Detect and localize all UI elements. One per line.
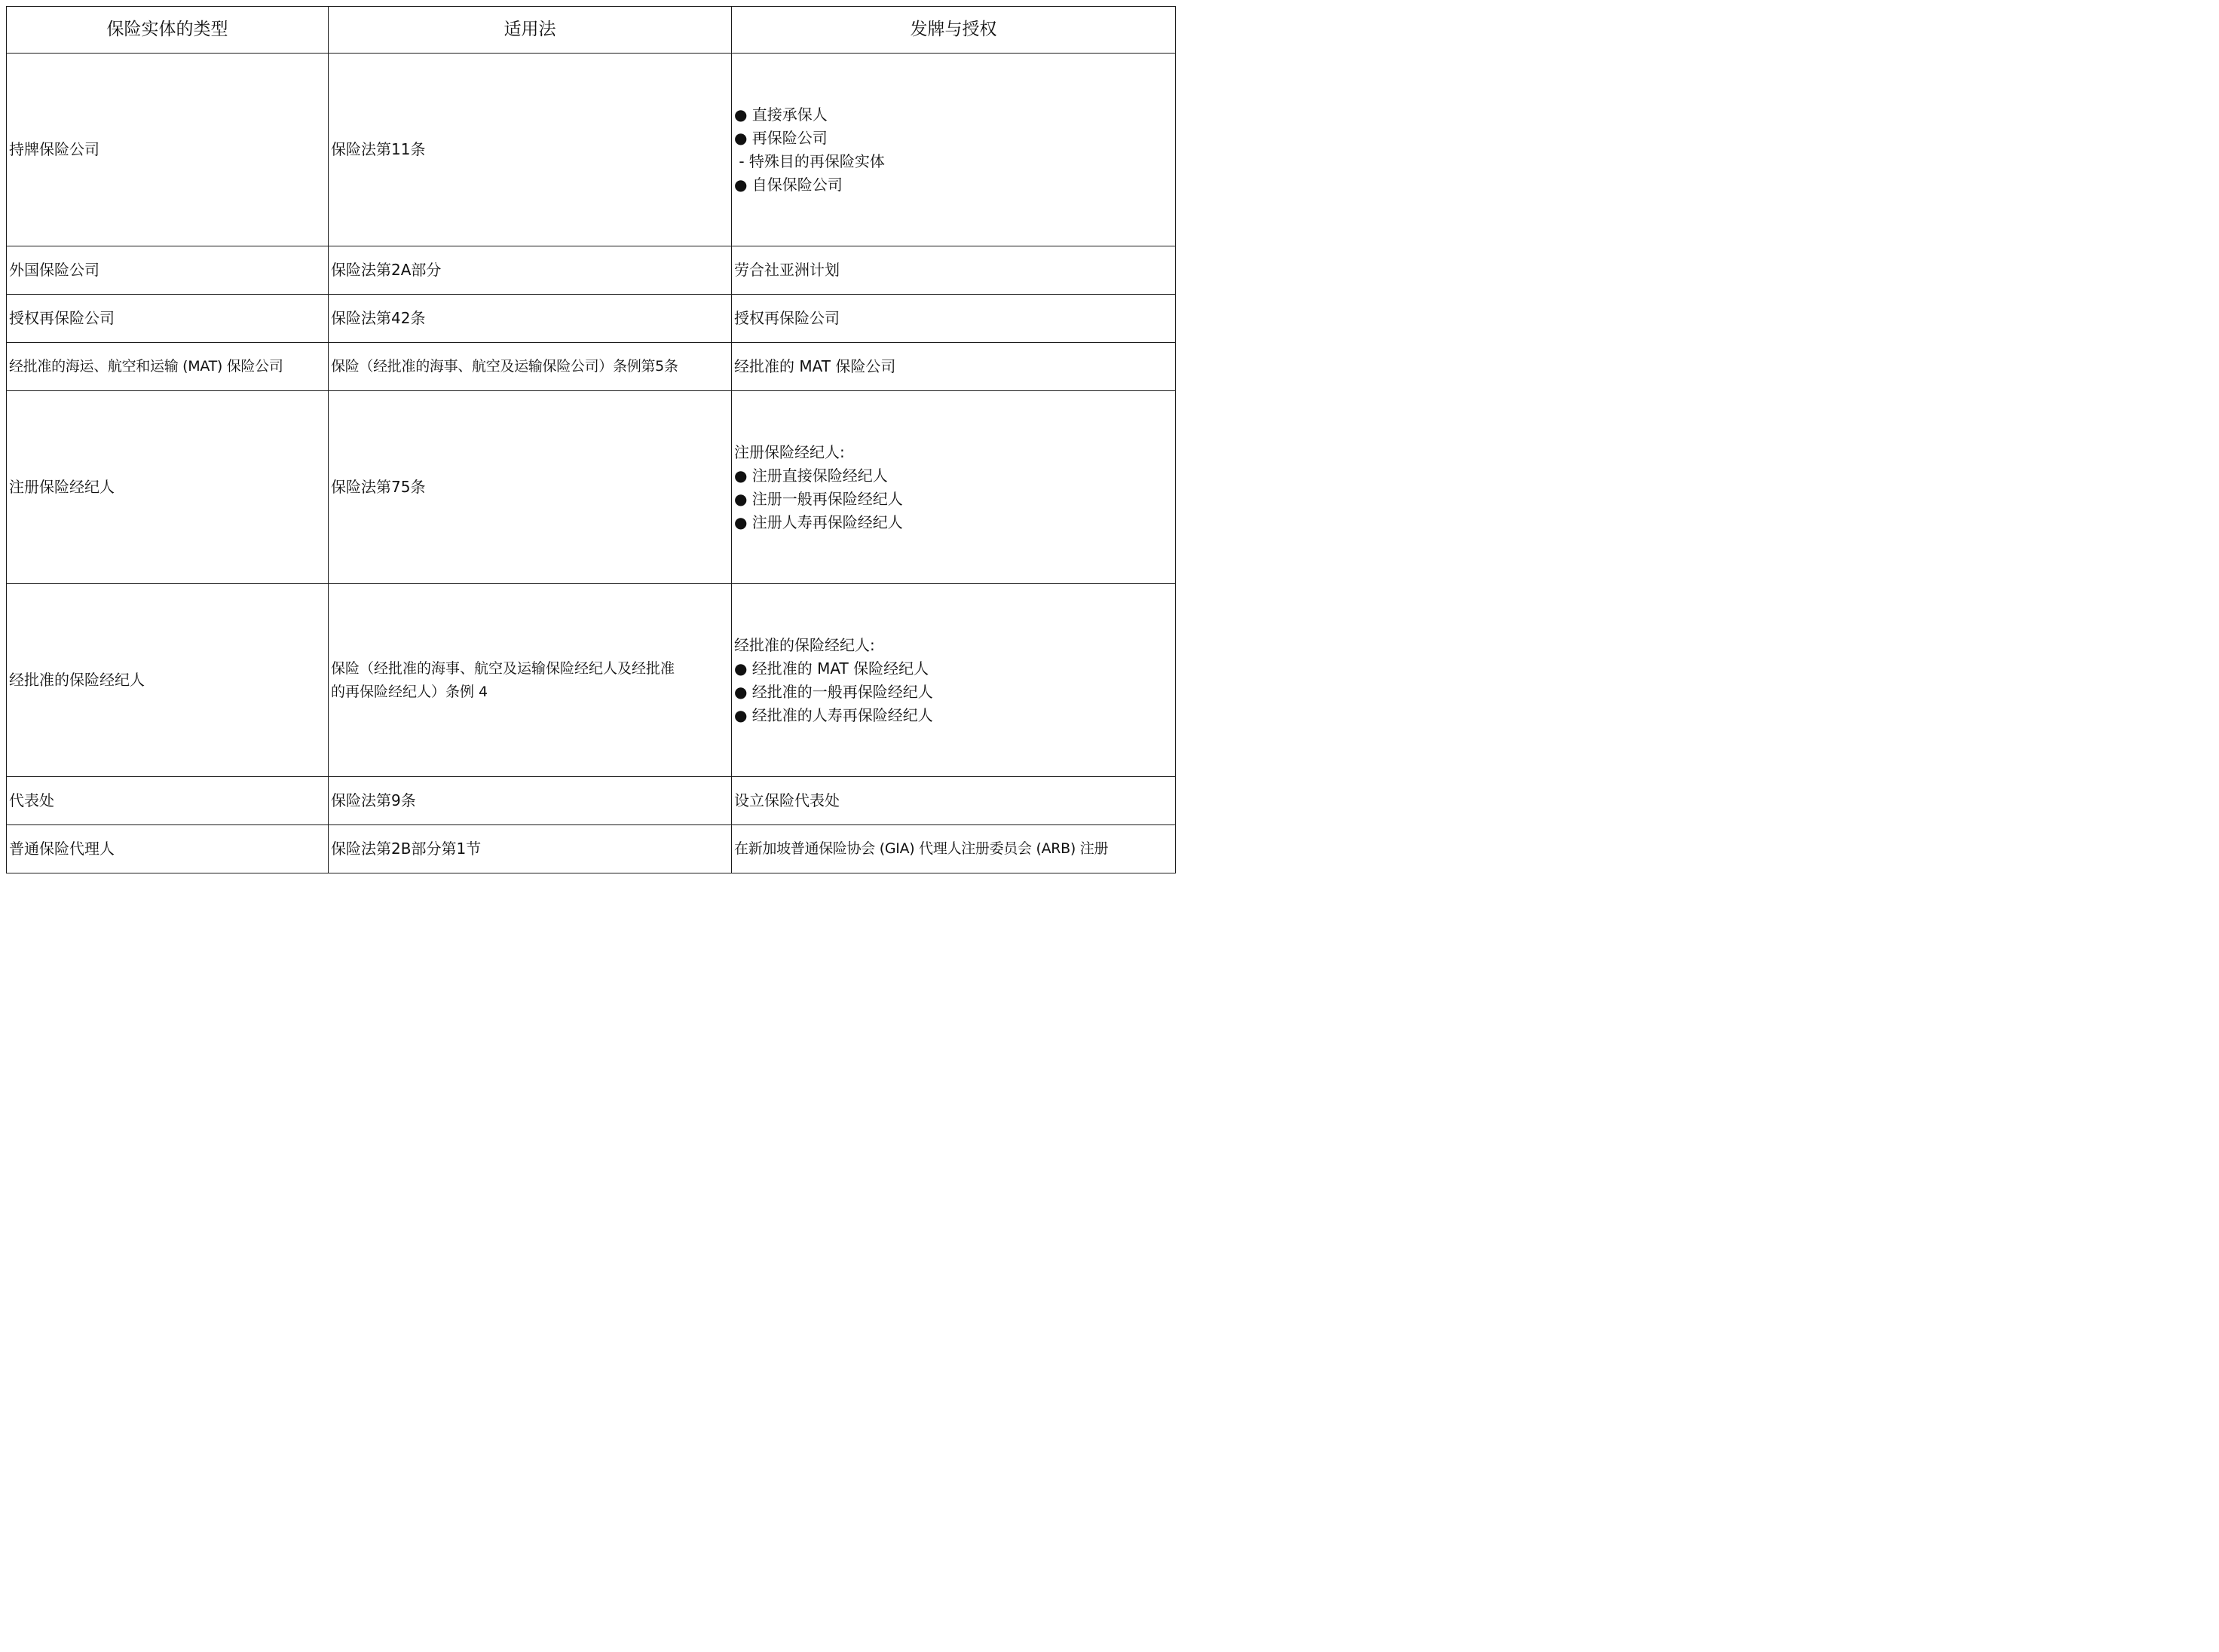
entity-type-cell: 授权再保险公司 <box>7 295 329 343</box>
license-line: ● 经批准的人寿再保险经纪人 <box>734 705 933 724</box>
header-applicable-law: 适用法 <box>329 7 732 54</box>
header-entity-type: 保险实体的类型 <box>7 7 329 54</box>
law-cell <box>329 343 732 391</box>
license-line: ● 自保保险公司 <box>734 175 843 194</box>
license-cell <box>732 54 1176 246</box>
license-line: 授权再保险公司 <box>734 309 840 327</box>
law-line: 保险法第42条 <box>331 309 426 327</box>
license-line: 劳合社亚洲计划 <box>734 261 840 279</box>
table-row <box>7 246 1176 295</box>
license-line: 经批准的 MAT 保险公司 <box>734 357 896 375</box>
entity-type-cell: 持牌保险公司 <box>7 54 329 246</box>
law-cell <box>329 391 732 584</box>
law-cell <box>329 295 732 343</box>
license-line: 注册保险经纪人: <box>734 442 845 461</box>
entity-type-cell: 注册保险经纪人 <box>7 391 329 584</box>
law-line: 保险法第9条 <box>331 791 416 809</box>
law-line: 保险法第11条 <box>331 140 426 158</box>
law-cell <box>329 777 732 825</box>
table-row <box>7 825 1176 873</box>
table-row <box>7 391 1176 584</box>
license-line: 在新加坡普通保险协会 (GIA) 代理人注册委员会 (ARB) 注册 <box>734 840 1109 857</box>
license-line: ● 再保险公司 <box>734 128 828 147</box>
license-line: ● 经批准的一般再保险经纪人 <box>734 682 933 701</box>
license-cell <box>732 391 1176 584</box>
license-cell <box>732 343 1176 391</box>
license-line: 经批准的保险经纪人: <box>734 635 875 654</box>
license-cell <box>732 584 1176 777</box>
entity-type-cell: 代表处 <box>7 777 329 825</box>
license-line: ● 经批准的 MAT 保险经纪人 <box>734 659 929 678</box>
header-licensing-authorization: 发牌与授权 <box>732 7 1176 54</box>
law-line: 保险法第2B部分第1节 <box>331 840 482 858</box>
entity-type-cell: 外国保险公司 <box>7 246 329 295</box>
law-cell <box>329 54 732 246</box>
license-line: ● 注册人寿再保险经纪人 <box>734 512 903 531</box>
law-line: 的再保险经纪人）条例 4 <box>331 683 488 700</box>
law-cell <box>329 584 732 777</box>
law-cell <box>329 825 732 873</box>
entity-type-cell: 经批准的保险经纪人 <box>7 584 329 777</box>
law-line: 保险法第75条 <box>331 478 426 496</box>
license-line: 设立保险代表处 <box>734 791 840 809</box>
law-line: 保险法第2A部分 <box>331 261 442 279</box>
law-line: 保险（经批准的海事、航空及运输保险公司）条例第5条 <box>331 358 678 375</box>
table-row <box>7 295 1176 343</box>
table-row <box>7 54 1176 246</box>
law-cell <box>329 246 732 295</box>
insurance-entity-table <box>6 6 1176 873</box>
table-row <box>7 343 1176 391</box>
entity-type-cell: 经批准的海运、航空和运输 (MAT) 保险公司 <box>7 343 329 391</box>
license-cell <box>732 246 1176 295</box>
license-cell <box>732 295 1176 343</box>
license-line: ● 注册一般再保险经纪人 <box>734 489 903 508</box>
table-row <box>7 584 1176 777</box>
license-cell <box>732 825 1176 873</box>
license-line: ● 直接承保人 <box>734 105 828 124</box>
law-line: 保险（经批准的海事、航空及运输保险经纪人及经批准 <box>331 659 675 677</box>
license-cell <box>732 777 1176 825</box>
header-row <box>7 7 1176 54</box>
table-row <box>7 777 1176 825</box>
license-line: ● 注册直接保险经纪人 <box>734 466 888 485</box>
license-line: - 特殊目的再保险实体 <box>734 151 885 170</box>
entity-type-cell: 普通保险代理人 <box>7 825 329 873</box>
